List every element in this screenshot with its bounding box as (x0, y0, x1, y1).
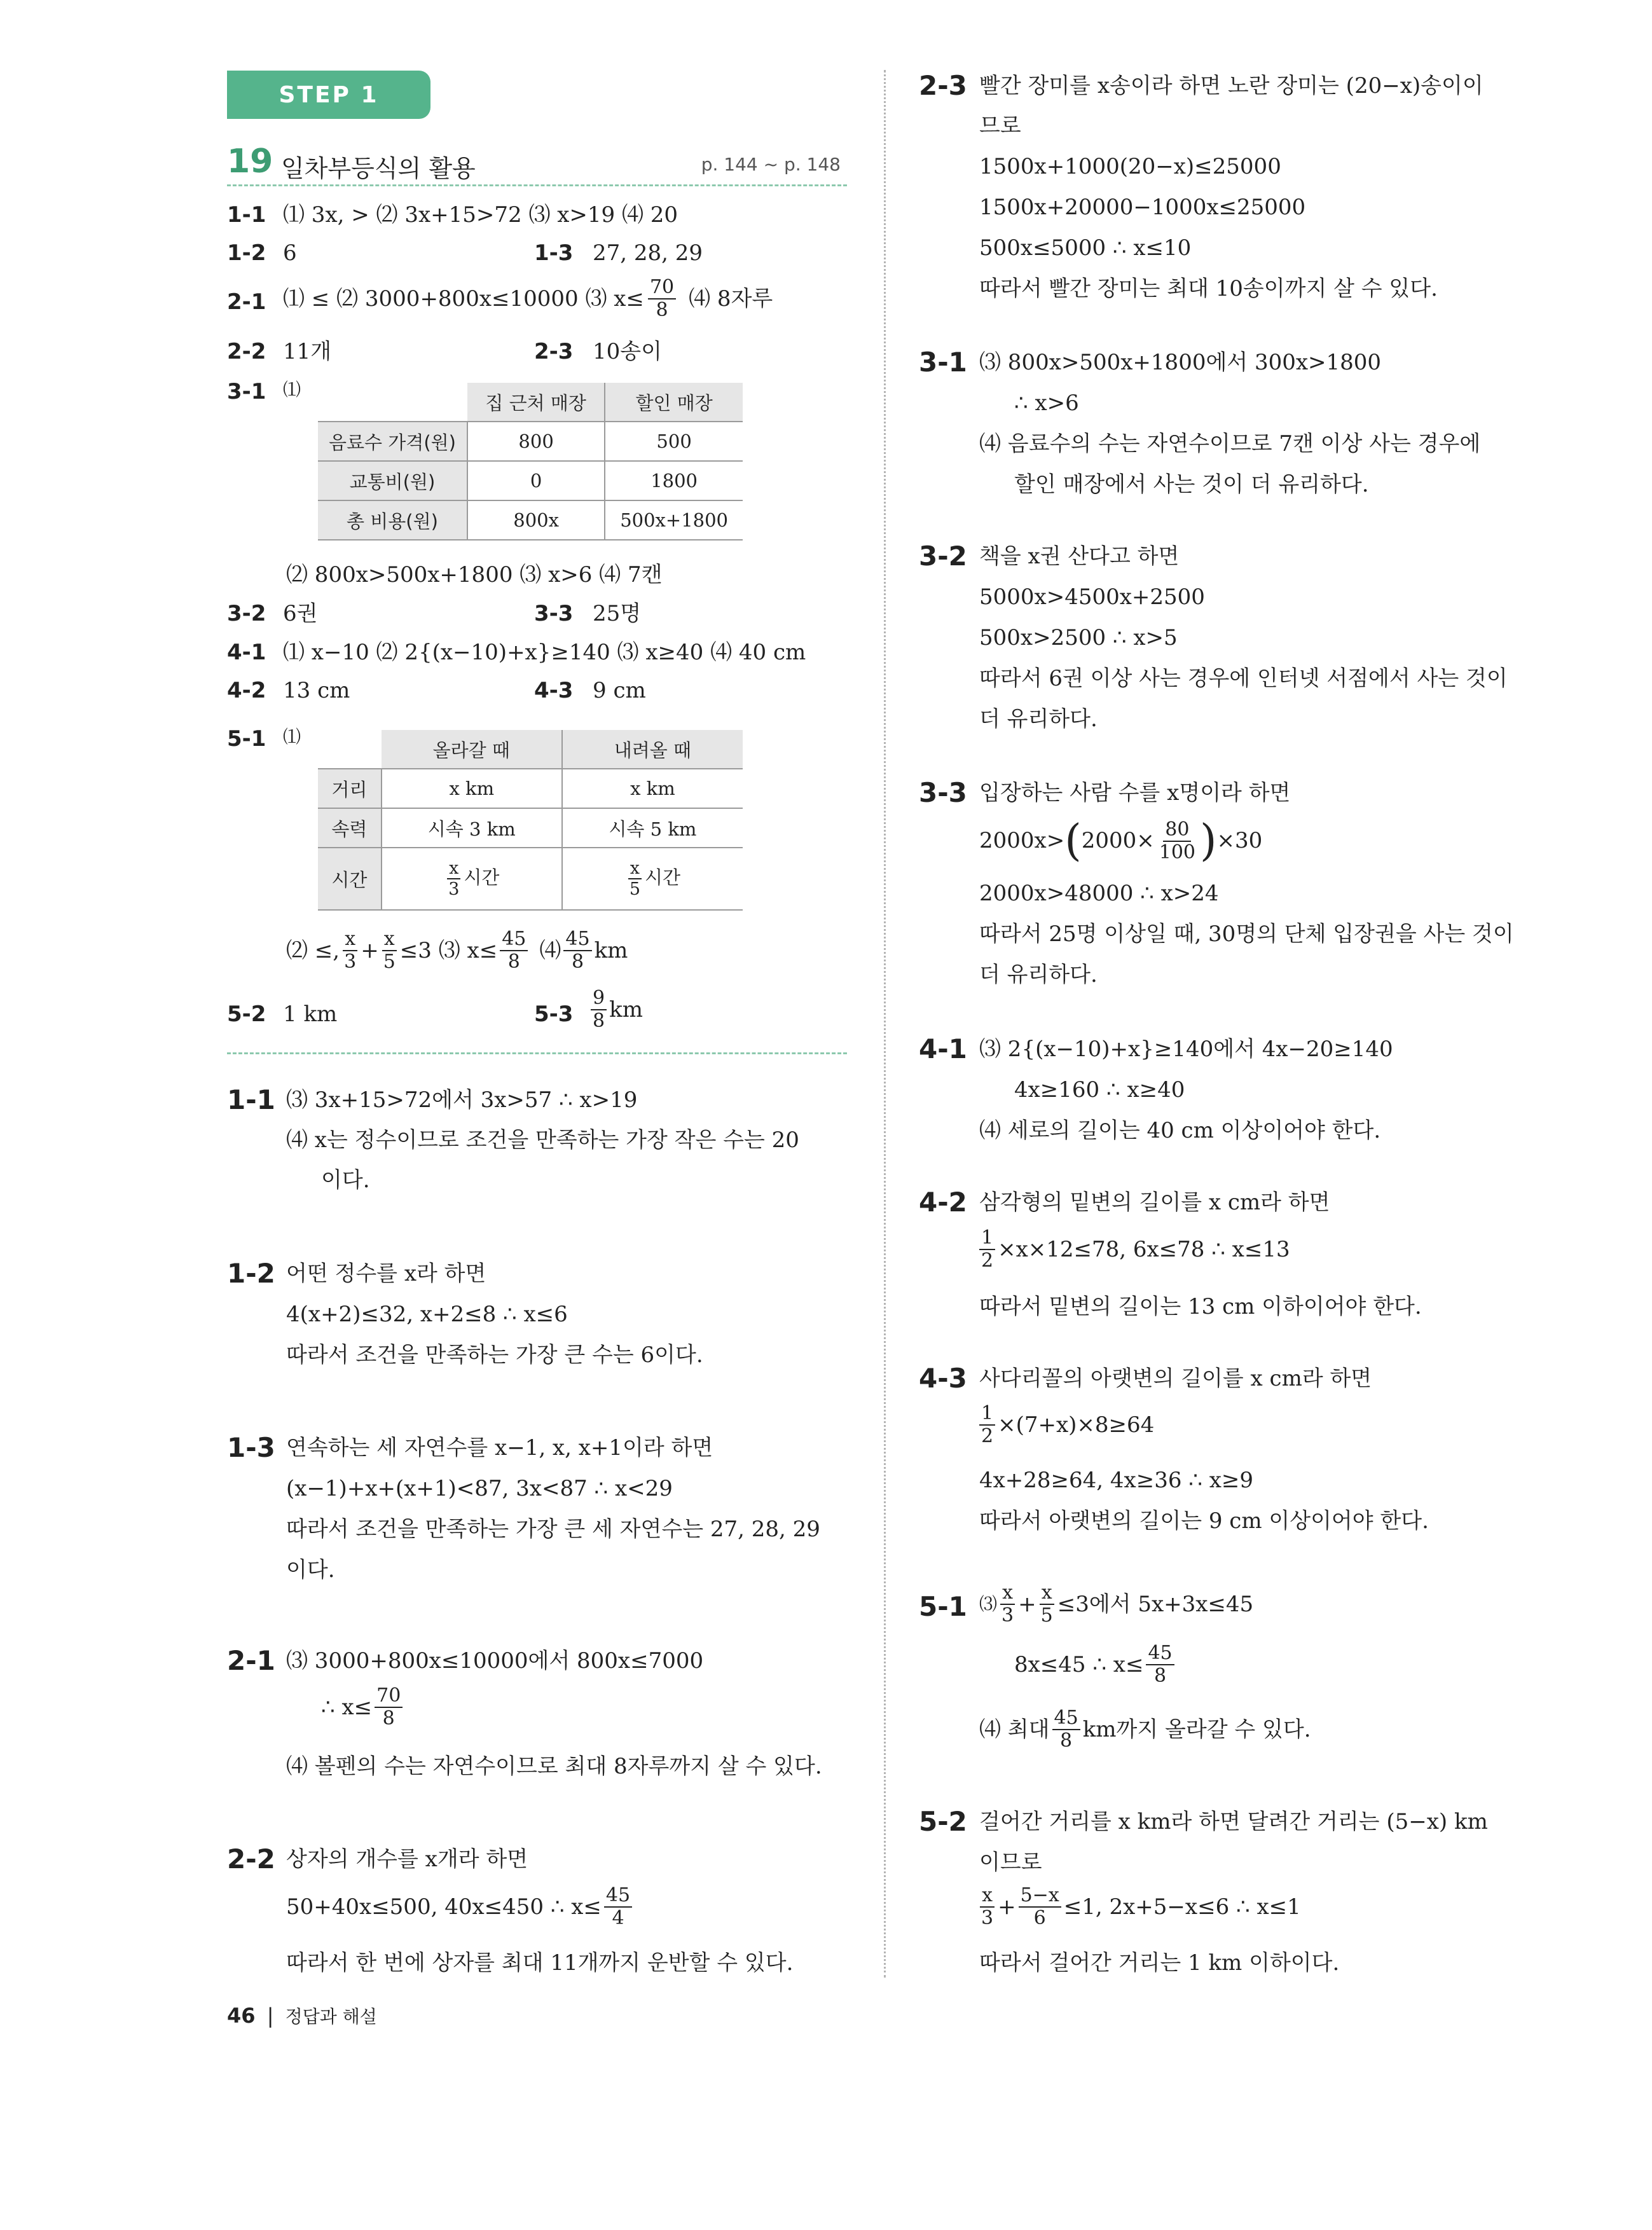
numerator: 45 (1146, 1644, 1174, 1665)
right-paren-icon: ) (1200, 816, 1217, 866)
solution-line: ⑶ 3000+800x≤10000에서 800x≤7000 (286, 1648, 704, 1674)
answer-text (588, 989, 643, 1031)
fraction (382, 930, 397, 972)
numerator: x (980, 1886, 995, 1908)
solution-line: ⑷ x는 정수이므로 조건을 만족하는 가장 작은 수는 20 (286, 1127, 799, 1153)
solution-line: (x−1)+x+(x+1)<87, 3x<87 ∴ x<29 (286, 1476, 673, 1501)
table-cell: x km (562, 769, 743, 808)
solution-line (977, 1404, 1154, 1446)
denominator: 8 (1154, 1665, 1167, 1687)
footer-title: 정답과 해설 (285, 2006, 377, 2027)
denominator: 3 (448, 879, 460, 899)
fraction (1000, 1583, 1015, 1625)
denominator: 4 (612, 1907, 624, 1929)
solution-line (286, 1886, 635, 1928)
solution-line: 이므로 (979, 1850, 1042, 1875)
solution-line: 따라서 조건을 만족하는 가장 큰 세 자연수는 27, 28, 29 (286, 1517, 820, 1542)
answer-text: 11개 (283, 339, 332, 364)
solution-line: ⑷ 음료수의 수는 자연수이므로 7캔 이상 사는 경우에 (979, 431, 1481, 457)
denominator: 6 (1033, 1907, 1046, 1929)
solution-line: 걸어간 거리를 x km라 하면 달려간 거리는 (5−x) km (979, 1809, 1488, 1834)
cell-unit: 시간 (645, 867, 681, 888)
fraction (375, 1686, 403, 1728)
solution-line (979, 1709, 1311, 1751)
solution-label: 1-2 (227, 1258, 275, 1289)
table-cell (562, 848, 743, 910)
answer-part: ⑴ (283, 726, 301, 747)
footer-separator: | (266, 2004, 274, 2028)
answer-label: 3-3 (534, 601, 574, 626)
solution-part: ≤1, 2x+5−x≤6 ∴ x≤1 (1063, 1894, 1301, 1920)
row-header: 교통비(원) (318, 461, 467, 500)
table-cell: 1800 (605, 461, 743, 500)
table-cell: 시속 5 km (562, 808, 743, 848)
solution-line: 더 유리하다. (979, 706, 1098, 732)
solution-line: 이다. (286, 1557, 335, 1583)
fraction (1052, 1709, 1080, 1751)
solution-line: 사다리꼴의 아랫변의 길이를 x cm라 하면 (979, 1366, 1372, 1391)
denominator: 100 (1159, 841, 1196, 864)
denominator: 8 (593, 1010, 605, 1032)
answer-label: 5-2 (227, 1001, 266, 1027)
table-cell: 500 (605, 422, 743, 461)
denominator: 8 (571, 951, 584, 973)
solution-label: 2-3 (919, 70, 967, 101)
chapter-header (227, 140, 847, 186)
solution-line: 빨간 장미를 x송이라 하면 노란 장미는 (20−x)송이이 (979, 73, 1483, 99)
page-footer (227, 2003, 377, 2028)
table-cell: 800 (467, 422, 605, 461)
solution-label: 5-1 (919, 1591, 967, 1622)
solution-line: 2000x>48000 ∴ x>24 (979, 881, 1219, 906)
solution-line: ⑶ 3x+15>72에서 3x>57 ∴ x>19 (286, 1087, 638, 1113)
numerator: x (1000, 1583, 1015, 1605)
numerator: x (382, 930, 397, 951)
solution-part: ⑶ (979, 1593, 998, 1615)
numerator: 45 (563, 930, 591, 951)
numerator: 70 (648, 278, 676, 299)
solution-label: 1-3 (227, 1432, 275, 1463)
numerator: 1 (979, 1229, 995, 1250)
solution-part: ×x×12≤78, 6x≤78 ∴ x≤13 (998, 1236, 1290, 1262)
answer-part: ⑴ ≤ ⑵ 3000+800x≤10000 ⑶ x≤ (283, 286, 644, 312)
answer-part: ⑵ ≤, (286, 937, 340, 963)
denominator: 2 (981, 1425, 994, 1447)
fraction (342, 930, 358, 972)
answer-part: ⑴ (283, 379, 301, 400)
answer-text: 10송이 (593, 339, 662, 364)
solution-line: 연속하는 세 자연수를 x−1, x, x+1이라 하면 (286, 1435, 713, 1461)
denominator: 8 (382, 1707, 395, 1730)
answer-label: 1-2 (227, 240, 266, 266)
solution-line: 따라서 밑변의 길이는 13 cm 이하이어야 한다. (979, 1294, 1422, 1319)
denominator: 8 (1060, 1730, 1073, 1752)
answer-part: ⑷ 8자루 (689, 286, 773, 312)
solution-part: 50+40x≤500, 40x≤450 ∴ x≤ (286, 1894, 602, 1920)
numerator: x (1040, 1583, 1054, 1605)
row-header: 총 비용(원) (318, 500, 467, 540)
cost-table (318, 383, 743, 540)
solution-label: 2-2 (227, 1843, 275, 1875)
answer-part: ≤3 ⑶ x≤ (399, 937, 498, 963)
solution-line: 상자의 개수를 x개라 하면 (286, 1847, 528, 1872)
solution-line (321, 1686, 405, 1728)
denominator: 5 (1040, 1604, 1053, 1627)
solution-line: 5000x>4500x+2500 (979, 584, 1205, 610)
answer-label: 3-1 (227, 379, 266, 404)
solution-label: 1-1 (227, 1084, 275, 1115)
numerator: 70 (375, 1686, 403, 1708)
table-cell: 시속 3 km (382, 808, 562, 848)
table-cell: 800x (467, 500, 605, 540)
denominator: 3 (981, 1907, 994, 1929)
solution-line (979, 1583, 1253, 1625)
fraction (604, 1886, 632, 1928)
chapter-title: 일차부등식의 활용 (281, 155, 476, 182)
answer-part: km (594, 937, 628, 963)
solution-line: 500x>2500 ∴ x>5 (979, 625, 1178, 650)
denominator: 5 (629, 879, 640, 899)
answer-label: 1-1 (227, 202, 266, 228)
solution-line: ⑷ 세로의 길이는 40 cm 이상이어야 한다. (979, 1118, 1381, 1143)
answer-text: 6 (283, 240, 297, 266)
solution-part: ×30 (1216, 828, 1263, 854)
numerator: 9 (591, 989, 607, 1010)
fraction (628, 860, 642, 898)
fraction (446, 860, 461, 898)
solution-line: 따라서 한 번에 상자를 최대 11개까지 운반할 수 있다. (286, 1950, 794, 1976)
table-header: 할인 매장 (605, 383, 743, 422)
row-header: 거리 (318, 769, 382, 808)
solution-line: 4x+28≥64, 4x≥36 ∴ x≥9 (979, 1468, 1254, 1493)
solution-part: 2000× (1081, 828, 1155, 854)
answer-label: 5-1 (227, 726, 266, 752)
solution-part: ×(7+x)×8≥64 (998, 1412, 1155, 1438)
answer-label: 4-1 (227, 640, 266, 665)
solution-line: 따라서 걸어간 거리는 1 km 이하이다. (979, 1950, 1340, 1976)
table-header: 올라갈 때 (382, 730, 562, 769)
solution-line: 따라서 25명 이상일 때, 30명의 단체 입장권을 사는 것이 (979, 921, 1514, 947)
solution-line: 더 유리하다. (979, 962, 1098, 988)
solution-label: 4-3 (919, 1363, 967, 1394)
solution-line: 4(x+2)≤32, x+2≤8 ∴ x≤6 (286, 1302, 568, 1327)
answer-text: 27, 28, 29 (593, 240, 703, 266)
solution-part: ∴ x≤ (321, 1694, 373, 1720)
fraction (648, 278, 676, 320)
solution-label: 4-2 (919, 1187, 967, 1218)
denominator: 3 (344, 951, 357, 973)
numerator: 1 (979, 1404, 995, 1426)
answer-label: 3-2 (227, 601, 266, 626)
numerator: 45 (604, 1886, 632, 1908)
answer-text: 6권 (283, 601, 318, 626)
solution-line: 1500x+20000−1000x≤25000 (979, 195, 1306, 220)
solution-line: ⑶ 800x>500x+1800에서 300x>1800 (979, 350, 1382, 375)
numerator: x (628, 860, 642, 879)
table-cell: 0 (467, 461, 605, 500)
answer-label: 2-2 (227, 339, 266, 364)
fraction (1157, 820, 1197, 862)
cell-unit: 시간 (464, 867, 500, 888)
fraction (500, 930, 528, 972)
solution-line: 삼각형의 밑변의 길이를 x cm라 하면 (979, 1190, 1330, 1215)
solution-line: ∴ x>6 (1014, 390, 1079, 416)
solution-line: 책을 x권 산다고 하면 (979, 544, 1180, 569)
solution-line: 할인 매장에서 사는 것이 더 유리하다. (1014, 472, 1369, 497)
answer-text (283, 278, 773, 320)
page-number: 46 (227, 2004, 256, 2028)
fraction (1019, 1886, 1061, 1928)
table-header: 집 근처 매장 (467, 383, 605, 422)
numerator: 45 (500, 930, 528, 951)
row-header: 시간 (318, 848, 382, 910)
denominator: 5 (383, 951, 396, 973)
answer-text: ⑵ 800x>500x+1800 ⑶ x>6 ⑷ 7캔 (286, 562, 663, 588)
solution-part: ⑷ 최대 (979, 1716, 1050, 1742)
numerator: x (447, 860, 460, 879)
numerator: 45 (1052, 1709, 1080, 1730)
solution-line: 이다. (321, 1167, 370, 1193)
denominator: 8 (656, 299, 668, 321)
solution-part: + (1018, 1591, 1036, 1617)
answer-text: 1 km (283, 1001, 338, 1027)
fraction (1146, 1644, 1174, 1686)
solution-line: 입장하는 사람 수를 x명이라 하면 (979, 780, 1291, 806)
solution-line (977, 1229, 1290, 1270)
column-divider (884, 70, 886, 1978)
fraction (1039, 1583, 1055, 1625)
fraction (563, 930, 591, 972)
solution-line: 므로 (979, 113, 1021, 139)
numerator: 80 (1163, 820, 1191, 842)
answer-label: 5-3 (534, 1001, 574, 1027)
solution-line: 따라서 조건을 만족하는 가장 큰 수는 6이다. (286, 1342, 703, 1368)
speed-table (318, 730, 743, 911)
fraction (979, 1404, 995, 1446)
solution-line: 4x≥160 ∴ x≥40 (1014, 1077, 1185, 1103)
answer-part: + (361, 937, 379, 963)
denominator: 8 (507, 951, 520, 973)
answer-text (286, 930, 628, 972)
row-header: 음료수 가격(원) (318, 422, 467, 461)
solution-line: 1500x+1000(20−x)≤25000 (979, 154, 1281, 179)
answer-label: 4-2 (227, 678, 266, 703)
solution-label: 3-3 (919, 777, 967, 808)
solution-part: 2000x> (979, 828, 1065, 854)
chapter-pages: p. 144 ~ p. 148 (701, 154, 841, 175)
solution-label: 3-2 (919, 540, 967, 572)
left-paren-icon: ( (1064, 816, 1082, 866)
answer-label: 1-3 (534, 240, 574, 266)
chapter-number: 19 (227, 142, 273, 181)
answer-label: 2-3 (534, 339, 574, 364)
answer-text: ⑴ 3x, > ⑵ 3x+15>72 ⑶ x>19 ⑷ 20 (283, 202, 678, 228)
solution-line: 따라서 아랫변의 길이는 9 cm 이상이어야 한다. (979, 1508, 1429, 1534)
table-cell: x km (382, 769, 562, 808)
solution-part: 8x≤45 ∴ x≤ (1014, 1651, 1144, 1677)
answer-text: ⑴ x−10 ⑵ 2{(x−10)+x}≥140 ⑶ x≥40 ⑷ 40 cm (283, 640, 806, 665)
answer-text: 13 cm (283, 678, 350, 703)
solution-line (977, 1886, 1301, 1928)
solution-line: ⑷ 볼펜의 수는 자연수이므로 최대 8자루까지 살 수 있다. (286, 1754, 822, 1779)
fraction (979, 1229, 995, 1270)
table-cell (382, 848, 562, 910)
fraction (979, 1886, 995, 1928)
solution-label: 3-1 (919, 347, 967, 378)
section-divider (227, 1052, 847, 1054)
numerator: 5−x (1019, 1886, 1061, 1908)
table-header: 내려올 때 (562, 730, 743, 769)
solution-part: + (998, 1894, 1016, 1920)
solution-line (1014, 1644, 1177, 1686)
answer-text: 25명 (593, 601, 642, 626)
solution-part: ≤3에서 5x+3x≤45 (1057, 1591, 1254, 1617)
solution-label: 5-2 (919, 1806, 967, 1837)
solution-part: km까지 올라갈 수 있다. (1082, 1716, 1311, 1742)
solution-line: 따라서 빨간 장미는 최대 10송이까지 살 수 있다. (979, 276, 1438, 301)
answer-part: km (609, 996, 643, 1022)
solution-line: ⑶ 2{(x−10)+x}≥140에서 4x−20≥140 (979, 1036, 1393, 1062)
solution-line: 따라서 6권 이상 사는 경우에 인터넷 서점에서 사는 것이 (979, 666, 1508, 691)
answer-label: 4-3 (534, 678, 574, 703)
denominator: 2 (981, 1249, 994, 1272)
answer-part: ⑷ (539, 937, 561, 963)
solution-label: 4-1 (919, 1033, 967, 1064)
solution-label: 2-1 (227, 1645, 275, 1676)
answer-text: 9 cm (593, 678, 646, 703)
step-badge: STEP 1 (227, 71, 430, 119)
table-cell: 500x+1800 (605, 500, 743, 540)
solution-line: 500x≤5000 ∴ x≤10 (979, 235, 1192, 261)
solution-line: 어떤 정수를 x라 하면 (286, 1261, 486, 1286)
denominator: 3 (1002, 1604, 1014, 1627)
solution-line (979, 815, 1262, 867)
answer-label: 2-1 (227, 289, 266, 315)
numerator: x (343, 930, 357, 951)
fraction (591, 989, 607, 1031)
row-header: 속력 (318, 808, 382, 848)
